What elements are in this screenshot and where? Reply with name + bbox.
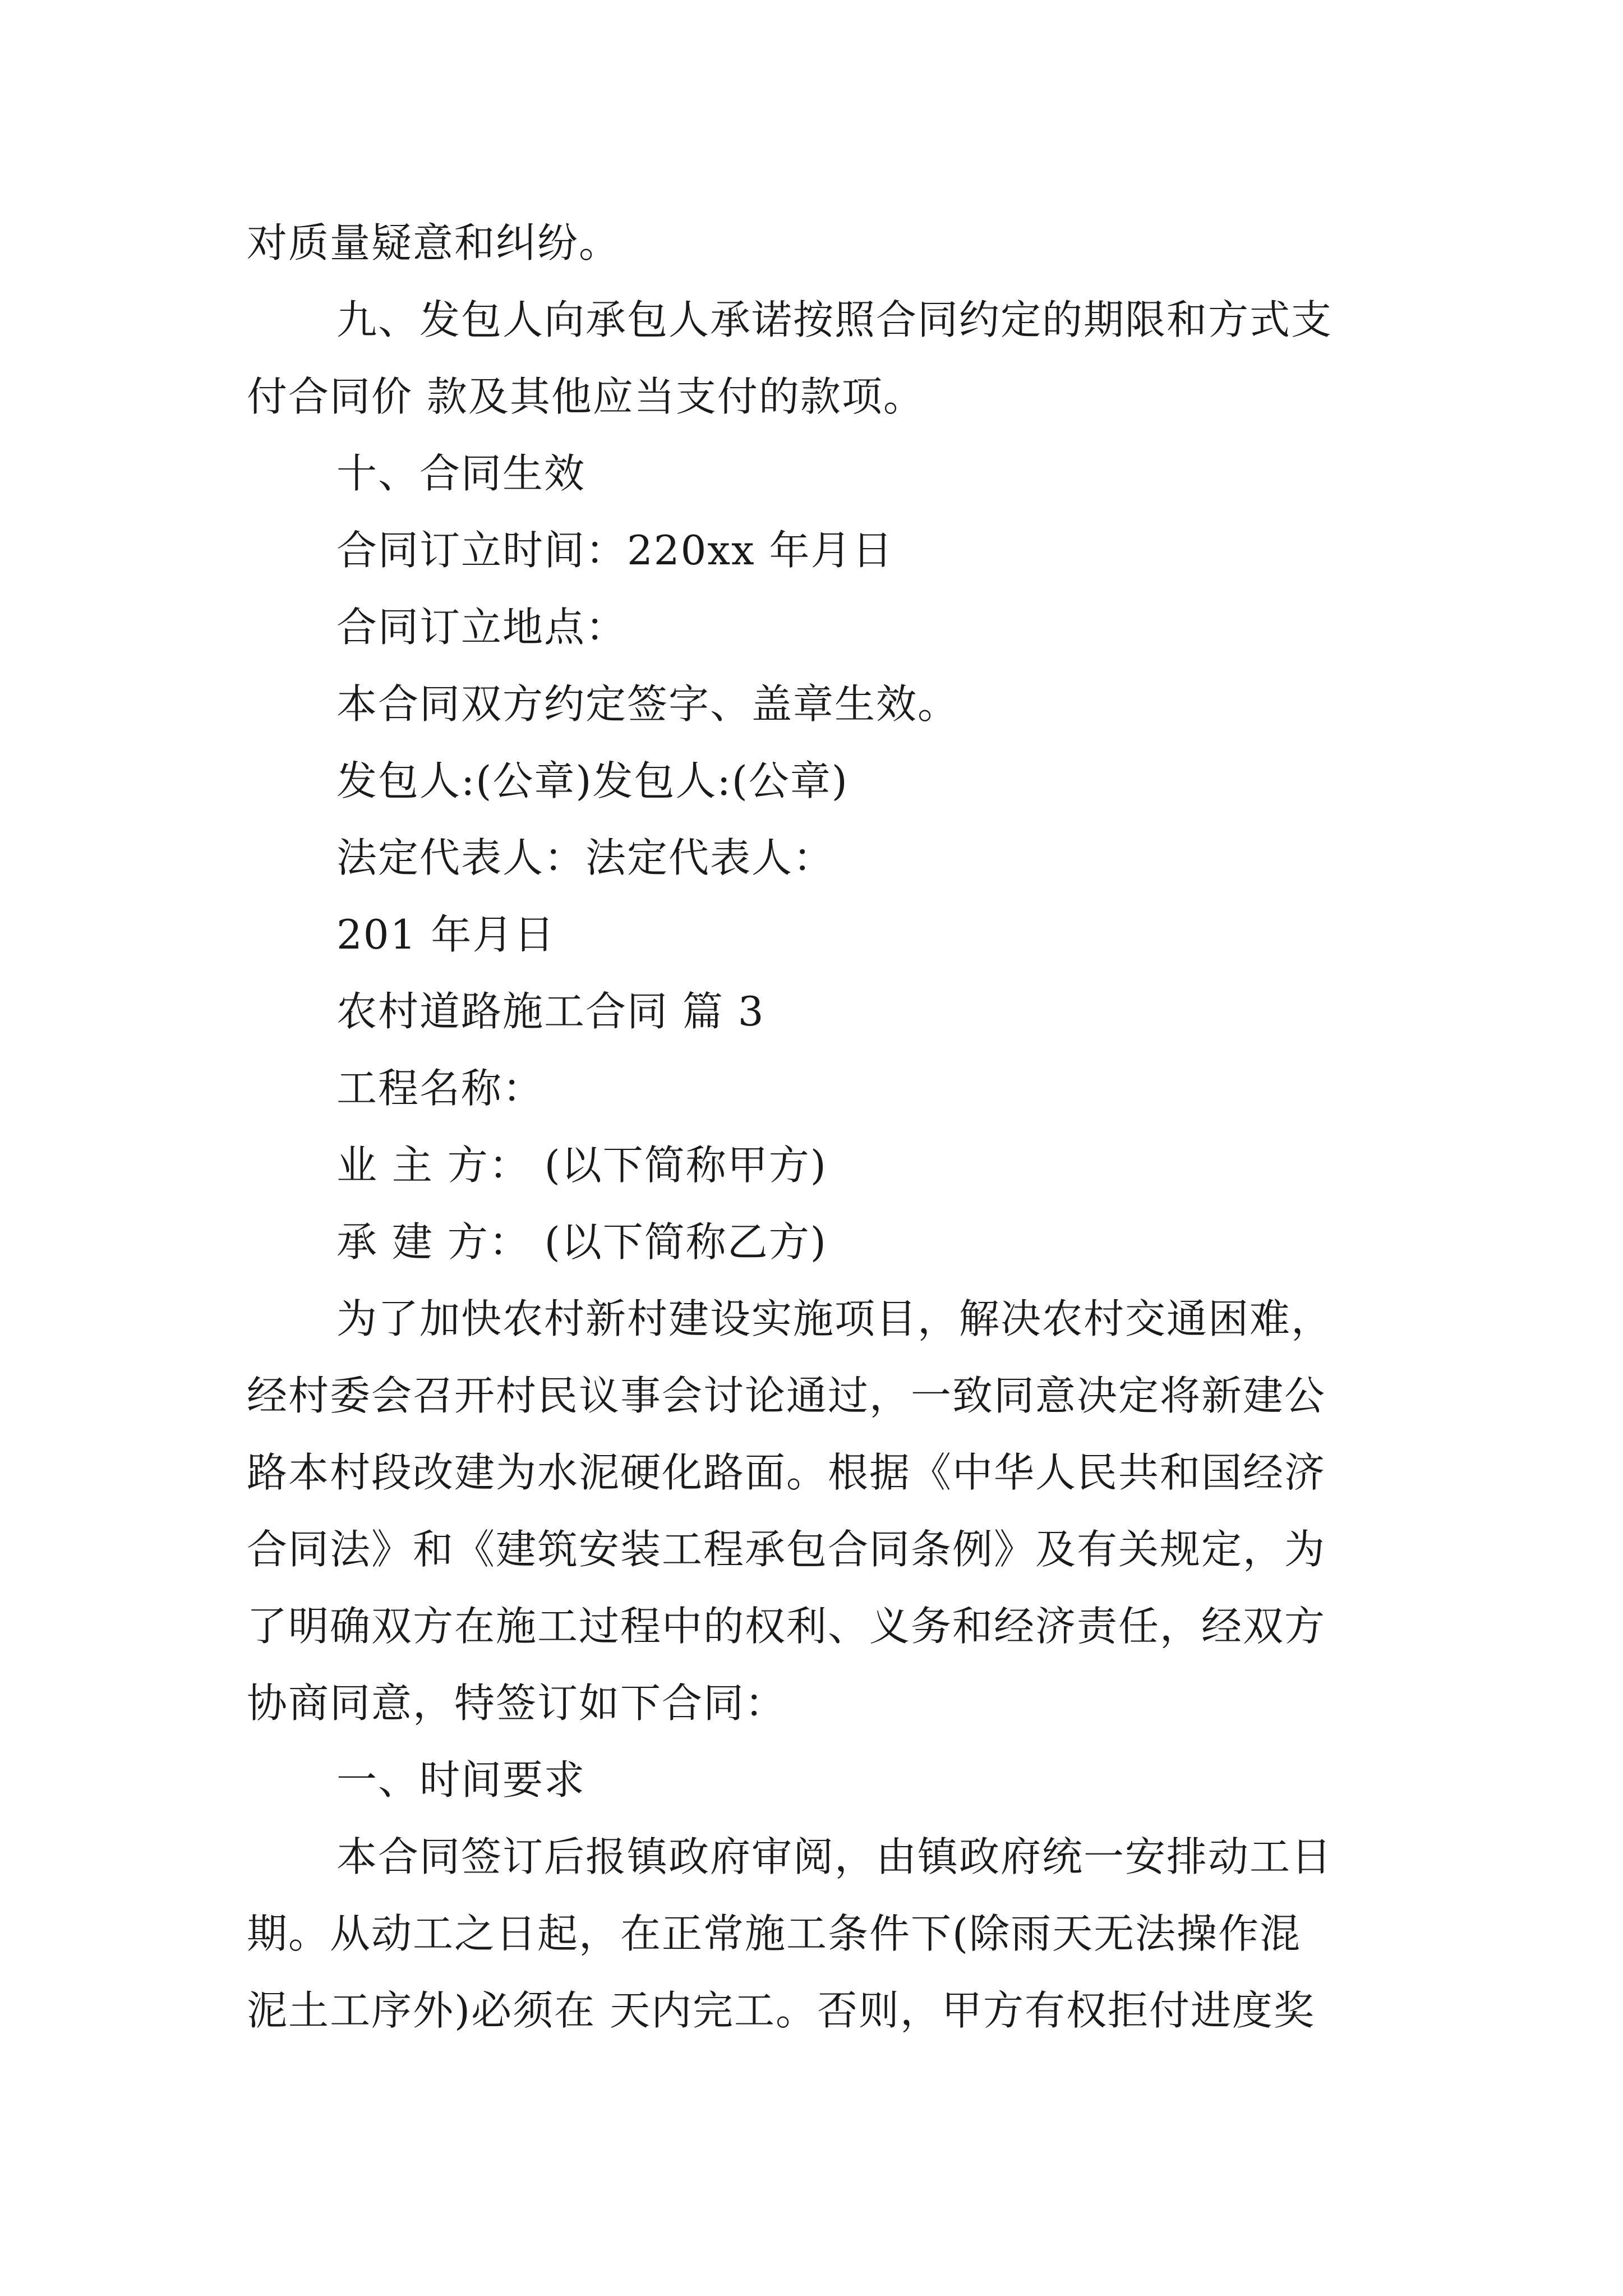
section-heading: 十、合同生效 (336, 450, 586, 497)
text-line: 协商同意，特签订如下合同： (247, 1680, 787, 1727)
text-line: 业 主 方： (以下简称甲方) (336, 1142, 827, 1189)
text-line: 发包人:(公章)发包人:(公章) (336, 757, 849, 804)
text-line: 本合同双方约定签字、盖章生效。 (336, 680, 960, 728)
text-line: 承 建 方： (以下简称乙方) (336, 1218, 827, 1266)
text-line: 泥土工序外)必须在 天内完工。否则，甲方有权拒付进度奖 (247, 1987, 1315, 2034)
text-line: 合同订立地点： (336, 604, 628, 651)
text-line: 法定代表人：法定代表人： (336, 834, 835, 881)
text-line: 合同法》和《建筑安装工程承包合同条例》及有关规定，为 (247, 1526, 1326, 1573)
text-line: 工程名称： (336, 1065, 545, 1112)
text-line: 合同订立时间：220xx 年月日 (336, 527, 894, 574)
text-line: 本合同签订后报镇政府审阅，由镇政府统一安排动工日 (336, 1833, 1333, 1880)
text-line: 九、发包人向承包人承诺按照合同约定的期限和方式支 (336, 296, 1333, 343)
text-line: 路本村段改建为水泥硬化路面。根据《中华人民共和国经济 (247, 1449, 1326, 1496)
text-line: 201 年月日 (336, 911, 556, 958)
section-heading: 一、时间要求 (336, 1756, 586, 1803)
text-line: 期。从动工之日起，在正常施工条件下(除雨天无法操作混 (247, 1910, 1302, 1957)
document-title: 农村道路施工合同 篇 3 (336, 988, 765, 1035)
text-line: 为了加快农村新村建设实施项目，解决农村交通困难， (336, 1295, 1333, 1342)
text-line: 经村委会召开村民议事会讨论通过，一致同意决定将新建公 (247, 1372, 1326, 1419)
text-line: 了明确双方在施工过程中的权利、义务和经济责任，经双方 (247, 1603, 1326, 1650)
text-line: 付合同价 款及其他应当支付的款项。 (247, 373, 925, 420)
text-line: 对质量疑意和纠纷。 (247, 219, 621, 266)
